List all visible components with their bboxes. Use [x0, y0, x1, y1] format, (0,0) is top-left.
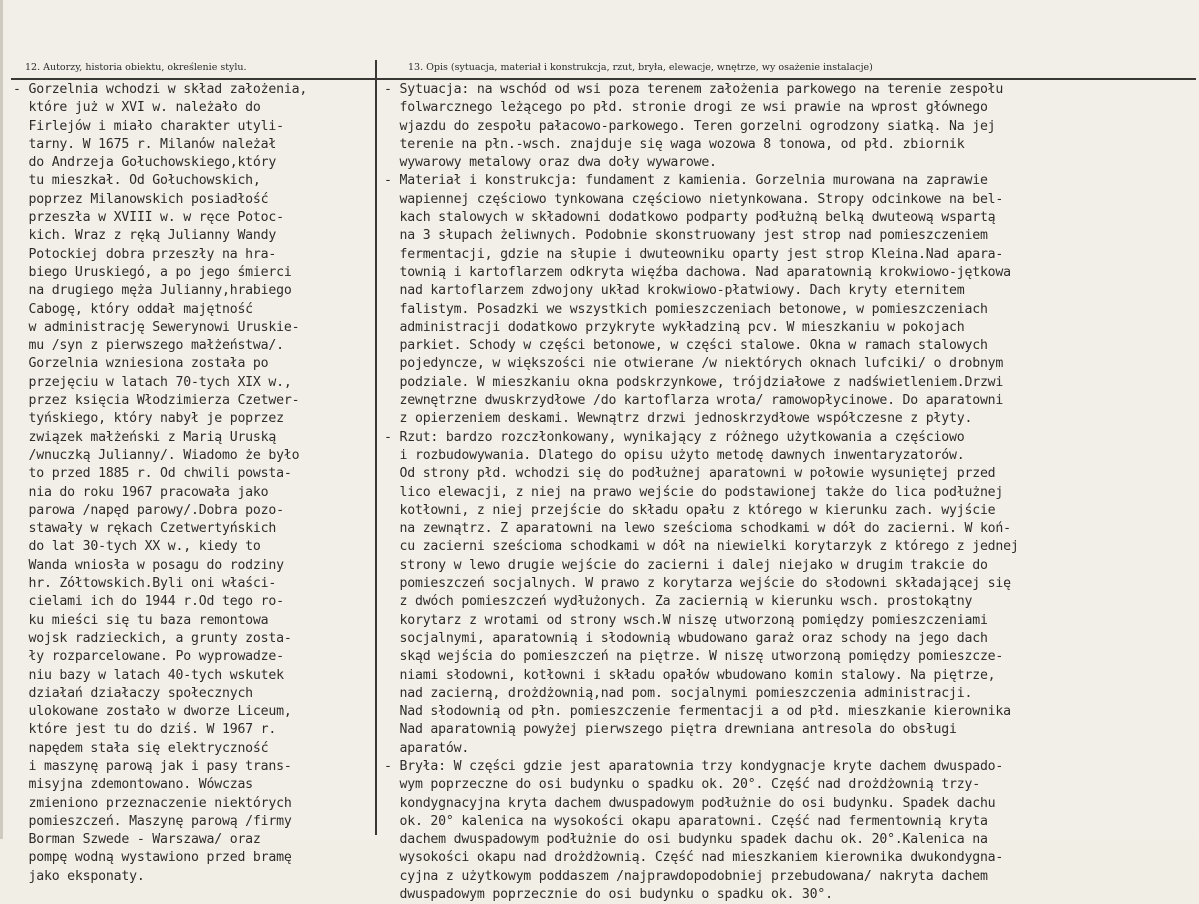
history-text-line: hr. Zółtowskich.Byli oni właści- [13, 576, 277, 592]
description-text-line: folwarcznego leżącego po płd. stronie drogi ze wsi prawie na wprost głównego [384, 100, 988, 116]
description-text-line: parkiet. Schody w części betonowe, w części stalowe. Okna w ramach stalowych [384, 338, 988, 354]
history-text-line: to przed 1885 r. Od chwili powsta- [13, 466, 292, 482]
history-text-line: stawały w rękach Czetwertyńskich [13, 521, 277, 537]
description-text-line: z opierzeniem deskami. Wewnątrz drzwi jednoskrzydłowe współczesne z płyty. [384, 411, 973, 427]
history-text-line: pompę wodną wystawiono przed bramę [13, 850, 292, 866]
history-text-column [13, 81, 369, 886]
history-text-line: związek małżeński z Marią Uruską [13, 429, 277, 445]
history-text-line: pomieszczeń. Maszynę parową /firmy [13, 813, 292, 829]
description-text-line: cyjna z użytkowym poddaszem /najprawdopodobniej przebudowana/ nakryta dachem [384, 868, 988, 884]
description-text-line: - Sytuacja: na wschód od wsi poza terenem założenia parkowego na terenie zespołu [384, 82, 1004, 97]
history-text-line: do lat 30-tych XX w., kiedy to [13, 539, 261, 555]
history-text-line: tyńskiego, który nabył je poprzez [13, 411, 284, 427]
history-text-line: parowa /napęd parowy/.Dobra pozo- [13, 502, 284, 518]
history-text-line: przejęciu w latach 70-tych XIX w., [13, 374, 292, 390]
description-text-line: z dwóch pomieszczeń wydłużonych. Za zaciernią w kierunku wsch. prostokątny [384, 594, 973, 610]
description-text-line: kondygnacyjna kryta dachem dwuspadowym podłużnie do osi budynku. Spadek dachu [384, 795, 996, 811]
history-text-line: Wanda wniosła w posagu do rodziny [13, 557, 284, 573]
column-divider [375, 60, 377, 835]
description-text-line: kach stalowych w składowni dodatkowo podparty podłużną belką dwuteową wspartą [384, 210, 996, 226]
header-rule [11, 78, 1196, 80]
description-text-line: fermentacji, gdzie na słupie i dwuteowniku oparty jest strop Kleina.Nad apara- [384, 246, 1004, 262]
description-text-line: - Rzut: bardzo rozczłonkowany, wynikający z różnego użytkowania a częściowo [384, 429, 965, 445]
history-text-line: ulokowane zostało w dworze Liceum, [13, 704, 292, 720]
description-text-line: niami słodowni, kotłowni i składu opałów wbudowano komin stalowy. Na piętrze, [384, 667, 996, 683]
history-text-line: tu mieszkał. Od Gołuchowskich, [13, 173, 261, 189]
history-text-line: Borman Szwede - Warszawa/ oraz [13, 832, 261, 848]
description-text-line: aparatów. [384, 740, 470, 756]
description-text-line: podziale. W mieszkaniu okna podskrzynkowe, trójdziałowe z nadświetleniem.Drzwi [384, 374, 1004, 390]
description-text-line: nad kartoflarzem zdwojony układ krokwiowo-płatwiowy. Dach kryty eternitem [384, 283, 965, 299]
description-text-line: lico elewacji, z niej na prawo wejście do podstawionej także do lica podłużnej [384, 484, 1004, 500]
description-text-line: na zewnątrz. Z aparatowni na lewo sześcioma schodkami w dół do zacierni. W koń- [384, 521, 1011, 537]
history-text-line: które jest tu do dziś. W 1967 r. [13, 722, 277, 738]
description-text-line: pomieszczeń socjalnych. W prawo z korytarza wejście do słodowni składającej się [384, 576, 1011, 592]
history-text-line: ły rozparcelowane. Po wyprowadze- [13, 649, 284, 665]
history-text-line: zmieniono przeznaczenie niektórych [13, 795, 292, 811]
history-text-line: przeszła w XVIII w. w ręce Potoc- [13, 210, 284, 226]
description-text-line: wysokości okapu nad drożdżownią. Część nad mieszkaniem kierownika dwukondygna- [384, 850, 1004, 866]
history-text-line: wojsk radzieckich, a grunty zosta- [13, 630, 292, 646]
description-text-line: Nad słodownią od płn. pomieszczenie fermentacji a od płd. mieszkanie kierownika [384, 704, 1011, 720]
history-text-line: misyjna zdemontowano. Wówczas [13, 777, 253, 793]
description-text-line: korytarz z wrotami od strony wsch.W niszę utworzoną pomiędzy pomieszczeniami [384, 612, 988, 628]
history-text-line: jako eksponaty. [13, 868, 145, 884]
description-text-line: - Bryła: W części gdzie jest aparatownia trzy kondygnacje kryte dachem dwuspado- [384, 758, 1004, 774]
description-text-line: wjazdu do zespołu pałacowo-parkowego. Teren gorzelni ogrodzony siatką. Na jej [384, 118, 996, 134]
description-text-line: pojedyncze, w większości nie otwierane /w niektórych oknach lufciki/ o drobnym [384, 356, 1004, 372]
history-text-line: napędem stała się elektryczność [13, 740, 269, 756]
history-text-line: - Gorzelnia wchodzi w skład założenia, [13, 82, 308, 97]
description-text-line: cu zacierni sześcioma schodkami w dół na niewielki korytarzyk z którego z jednej [384, 539, 1019, 555]
history-text-line: na drugiego męża Julianny,hrabiego [13, 283, 292, 299]
history-text-line: Gorzelnia wzniesiona została po [13, 356, 269, 372]
description-text-line: terenie na płn.-wsch. znajduje się waga wozowa 8 tonowa, od płd. zbiornik [384, 136, 965, 152]
right-column-header: 13. Opis (sytuacja, materiał i konstrukcja, rzut, bryła, elewacje, wnętrze, wy osażenie instalacje) [408, 62, 873, 73]
history-text-line: mu /syn z pierwszego małżeństwa/. [13, 338, 284, 354]
description-text-line: skąd wejścia do pomieszczeń na piętrze. W niszę utworzoną pomiędzy pomieszcze- [384, 649, 1004, 665]
description-text-column [384, 81, 1196, 904]
description-text-line: socjalnymi, aparatownią i słodownią wbudowano garaż oraz schody na jego dach [384, 630, 988, 646]
description-text-line: wym poprzeczne do osi budynku o spadku ok. 20°. Część nad drożdżownią trzy- [384, 777, 980, 793]
description-text-line: administracji dodatkowo przykryte wykładziną pcv. W mieszkaniu w pokojach [384, 319, 965, 335]
history-text-line: niu bazy w latach 40-tych wskutek [13, 667, 284, 683]
history-text-line: tarny. W 1675 r. Milanów należał [13, 136, 277, 152]
history-text-line: nia do roku 1967 pracowała jako [13, 484, 269, 500]
history-text-line: Firlejów i miało charakter utyli- [13, 118, 284, 134]
description-text-line: townią i kartoflarzem odkryta więźba dachowa. Nad aparatownią krokwiowo-jętkowa [384, 264, 1011, 280]
history-text-line: cielami ich do 1944 r.Od tego ro- [13, 594, 284, 610]
left-column-header: 12. Autorzy, historia obiektu, określenie stylu. [25, 62, 247, 73]
description-text-line: strony w lewo drugie wejście do zacierni i dalej niejako w drugim trakcie do [384, 557, 988, 573]
history-text-line: ku mieści się tu baza remontowa [13, 612, 269, 628]
description-text-line: nad zacierną, drożdżownią,nad pom. socjalnymi pomieszczenia administracji. [384, 685, 973, 701]
description-text-line: wapiennej częściowo tynkowana częściowo nietynkowana. Stropy odcinkowe na bel- [384, 191, 1004, 207]
description-text-line: falistym. Posadzki we wszystkich pomieszczeniach betonowe, w pomieszczeniach [384, 301, 988, 317]
description-text-line: dwuspadowym poprzecznie do osi budynku o spadku ok. 30°. [384, 887, 833, 903]
history-text-line: w administrację Sewerynowi Uruskie- [13, 319, 300, 335]
description-text-line: na 3 słupach żeliwnych. Podobnie skonstruowany jest strop nad pomieszczeniem [384, 228, 988, 244]
description-text-line: dachem dwuspadowym podłużnie do osi budynku spadek dachu ok. 20°.Kalenica na [384, 832, 988, 848]
description-text-line: kotłowni, z niej przejście do składu opału z którego w kierunku zach. wyjście [384, 502, 996, 518]
history-text-line: przez księcia Włodzimierza Czetwer- [13, 393, 300, 409]
history-text-line: Potockiej dobra przeszły na hra- [13, 246, 277, 262]
description-text-line: Nad aparatownią powyżej pierwszego piętra drewniana antresola do obsługi [384, 722, 957, 738]
history-text-line: kich. Wraz z ręką Julianny Wandy [13, 228, 277, 244]
history-text-line: Cabogę, który oddał majętność [13, 301, 253, 317]
history-text-line: do Andrzeja Gołuchowskiego,który [13, 155, 277, 171]
description-text-line: ok. 20° kalenica na wysokości okapu aparatowni. Część nad fermentownią kryta [384, 813, 988, 829]
history-text-line: działań działaczy społecznych [13, 685, 253, 701]
description-text-line: i rozbudowywania. Dlatego do opisu użyto metodę dawnych inwentaryzatorów. [384, 447, 965, 463]
history-text-line: które już w XVI w. należało do [13, 100, 261, 116]
description-text-line: - Materiał i konstrukcja: fundament z kamienia. Gorzelnia murowana na zaprawie [384, 173, 988, 189]
description-text-line: Od strony płd. wchodzi się do podłużnej aparatowni w połowie wysuniętej przed [384, 466, 996, 482]
description-text-line: wywarowy metalowy oraz dwa doły wywarowe. [384, 155, 717, 171]
history-text-line: /wnuczką Julianny/. Wiadomo że było [13, 447, 300, 463]
history-text-line: biego Uruskiegó, a po jego śmierci [13, 264, 292, 280]
history-text-line: i maszynę parową jak i pasy trans- [13, 758, 292, 774]
description-text-line: zewnętrzne dwuskrzydłowe /do kartoflarza wrota/ ramowopłycinowe. Do aparatowni [384, 393, 1004, 409]
history-text-line: poprzez Milanowskich posiadłość [13, 191, 269, 207]
